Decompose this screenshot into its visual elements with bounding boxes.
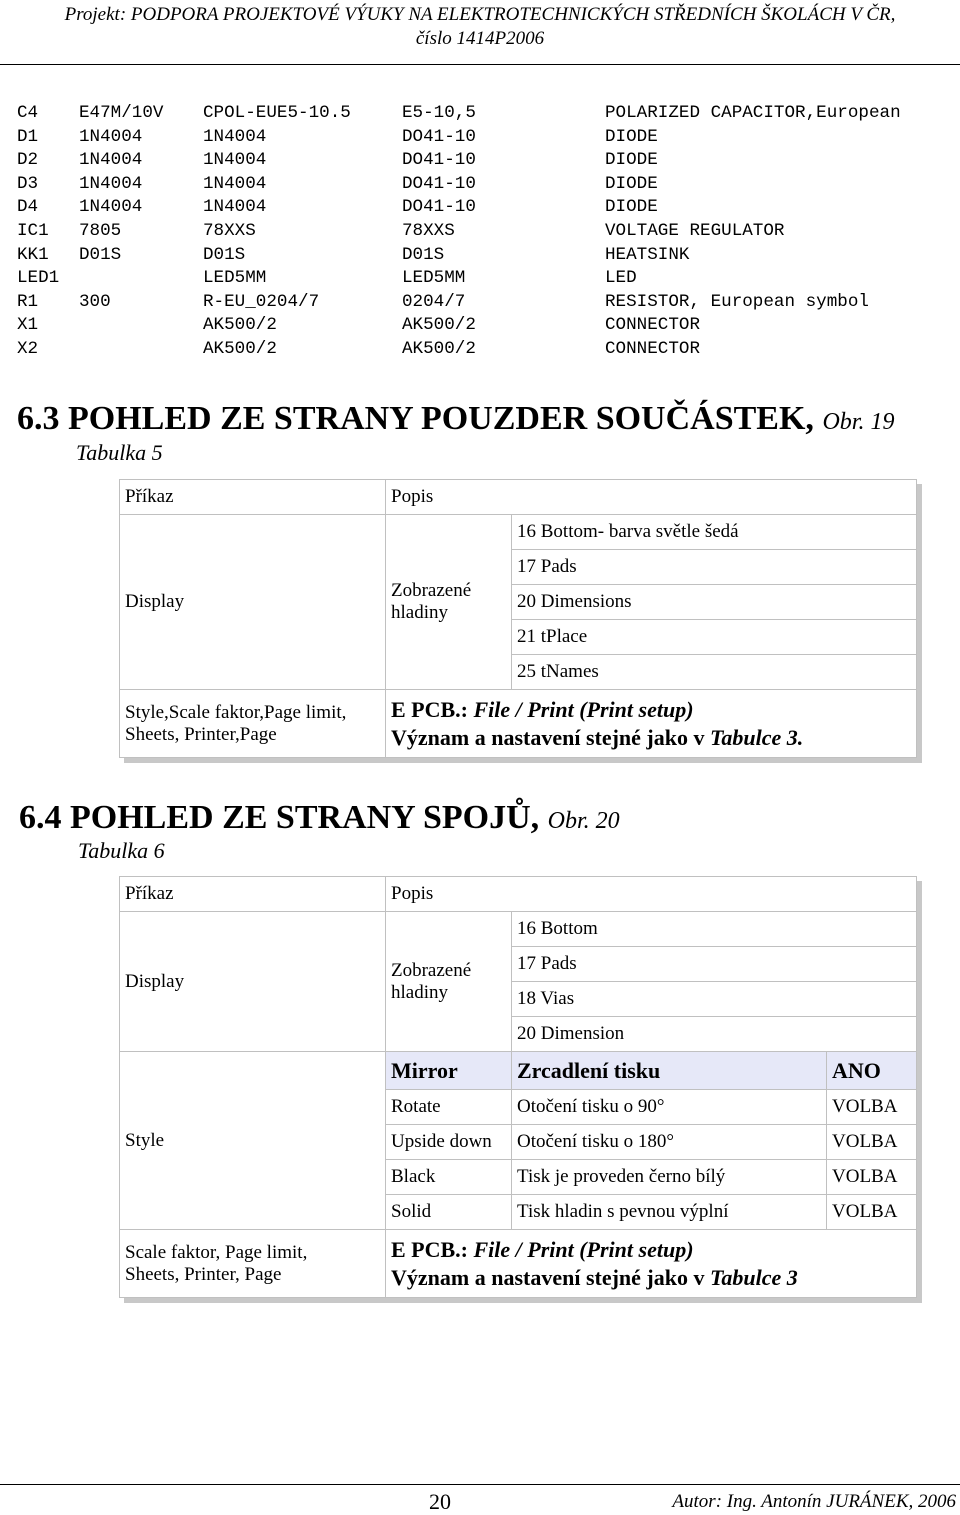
heading-text: 6.4 POHLED ZE STRANY SPOJŮ, bbox=[19, 799, 540, 836]
option-name: Black bbox=[386, 1160, 512, 1195]
parts-cell: D01S bbox=[203, 244, 246, 265]
parts-cell: 1N4004 bbox=[79, 150, 143, 171]
parts-cell: DIODE bbox=[605, 126, 658, 147]
parts-cell: AK500/2 bbox=[203, 315, 277, 336]
layer-item: 18 Vias bbox=[512, 982, 917, 1017]
parts-cell: AK500/2 bbox=[203, 338, 277, 359]
layer-item: 16 Bottom bbox=[512, 912, 917, 947]
parts-cell: DIODE bbox=[605, 197, 658, 218]
parts-cell: DO41-10 bbox=[402, 173, 476, 194]
option-name: Mirror bbox=[386, 1052, 512, 1090]
option-value: VOLBA bbox=[827, 1090, 917, 1125]
print-setup-note: E PCB.: File / Print (Print setup) Význam a nastavení stejné jako v Tabulce 3 bbox=[386, 1230, 917, 1298]
parts-cell: 0204/7 bbox=[402, 291, 466, 312]
parts-cell: 1N4004 bbox=[203, 150, 267, 171]
option-name: Solid bbox=[386, 1195, 512, 1230]
section-heading-6-3 bbox=[17, 399, 894, 442]
cmd-style: Style bbox=[120, 1052, 386, 1230]
figure-ref: Obr. 19 bbox=[822, 409, 895, 435]
table-6 bbox=[119, 876, 917, 1298]
option-value: VOLBA bbox=[827, 1160, 917, 1195]
parts-cell: DO41-10 bbox=[402, 197, 476, 218]
table-5 bbox=[119, 479, 917, 758]
parts-cell: AK500/2 bbox=[402, 338, 476, 359]
page-header bbox=[0, 0, 960, 51]
table-caption-5: Tabulka 5 bbox=[76, 440, 163, 465]
parts-cell: 7805 bbox=[79, 220, 122, 241]
parts-cell: IC1 bbox=[17, 220, 49, 241]
option-desc: Zrcadlení tisku bbox=[512, 1052, 827, 1090]
parts-cell: VOLTAGE REGULATOR bbox=[605, 220, 785, 241]
layer-item: 16 Bottom- barva světle šedá bbox=[512, 515, 917, 550]
parts-cell: CONNECTOR bbox=[605, 315, 701, 336]
parts-cell: 1N4004 bbox=[79, 173, 143, 194]
parts-cell: DO41-10 bbox=[402, 150, 476, 171]
option-name: Rotate bbox=[386, 1090, 512, 1125]
parts-cell: 1N4004 bbox=[203, 197, 267, 218]
parts-cell: KK1 bbox=[17, 244, 49, 265]
footer-divider bbox=[0, 1484, 960, 1485]
parts-cell: 1N4004 bbox=[79, 197, 143, 218]
option-desc: Tisk je proveden černo bílý bbox=[512, 1160, 827, 1195]
parts-cell: LED5MM bbox=[203, 268, 267, 289]
option-desc: Otočení tisku o 90° bbox=[512, 1090, 827, 1125]
col-header-prikaz: Příkaz bbox=[120, 877, 386, 912]
table-caption-6: Tabulka 6 bbox=[78, 838, 165, 863]
header-divider bbox=[0, 64, 960, 65]
layers-label: Zobrazené hladiny bbox=[386, 515, 512, 690]
parts-cell: DO41-10 bbox=[402, 126, 476, 147]
parts-cell: AK500/2 bbox=[402, 315, 476, 336]
parts-cell: CONNECTOR bbox=[605, 338, 701, 359]
figure-ref: Obr. 20 bbox=[547, 808, 620, 834]
parts-cell: 1N4004 bbox=[203, 173, 267, 194]
layer-item: 17 Pads bbox=[512, 947, 917, 982]
layer-item: 25 tNames bbox=[512, 655, 917, 690]
layer-item: 20 Dimensions bbox=[512, 585, 917, 620]
parts-cell: LED5MM bbox=[402, 268, 466, 289]
col-header-popis: Popis bbox=[386, 877, 917, 912]
layer-item: 21 tPlace bbox=[512, 620, 917, 655]
section-heading-6-4 bbox=[19, 798, 620, 841]
parts-cell: D3 bbox=[17, 173, 39, 194]
parts-cell: D01S bbox=[402, 244, 445, 265]
parts-cell: LED1 bbox=[17, 268, 60, 289]
parts-cell: CPOL-EUE5-10.5 bbox=[203, 103, 351, 123]
parts-cell: E47M/10V bbox=[79, 103, 164, 123]
layers-label: Zobrazené hladiny bbox=[386, 912, 512, 1052]
option-desc: Tisk hladin s pevnou výplní bbox=[512, 1195, 827, 1230]
parts-cell: D01S bbox=[79, 244, 122, 265]
cmd-style: Style,Scale faktor,Page limit, Sheets, Printer,Page bbox=[120, 690, 386, 758]
option-desc: Otočení tisku o 180° bbox=[512, 1125, 827, 1160]
layer-item: 17 Pads bbox=[512, 550, 917, 585]
parts-cell: 300 bbox=[79, 291, 111, 312]
option-value: VOLBA bbox=[827, 1195, 917, 1230]
header-line-2: číslo 1414P2006 bbox=[415, 28, 545, 49]
parts-cell: 78XXS bbox=[402, 220, 455, 241]
header-line-1: Projekt: PODPORA PROJEKTOVÉ VÝUKY NA ELEKTROTECHNICKÝCH STŘEDNÍCH ŠKOLÁCH V ČR, bbox=[64, 4, 896, 25]
cmd-display: Display bbox=[120, 515, 386, 690]
cmd-display: Display bbox=[120, 912, 386, 1052]
parts-cell: X2 bbox=[17, 338, 39, 359]
option-value: VOLBA bbox=[827, 1125, 917, 1160]
parts-cell: POLARIZED CAPACITOR,European bbox=[605, 103, 901, 123]
heading-text: 6.3 POHLED ZE STRANY POUZDER SOUČÁSTEK, bbox=[17, 400, 814, 437]
parts-cell: E5-10,5 bbox=[402, 103, 476, 123]
option-name: Upside down bbox=[386, 1125, 512, 1160]
col-header-prikaz: Příkaz bbox=[120, 480, 386, 515]
parts-cell: R-EU_0204/7 bbox=[203, 291, 320, 312]
parts-cell: D2 bbox=[17, 150, 39, 171]
author: Autor: Ing. Antonín JURÁNEK, 2006 bbox=[672, 1491, 956, 1512]
parts-cell: DIODE bbox=[605, 173, 658, 194]
parts-cell: HEATSINK bbox=[605, 244, 690, 265]
col-header-popis: Popis bbox=[386, 480, 917, 515]
option-value: ANO bbox=[827, 1052, 917, 1090]
parts-cell: R1 bbox=[17, 291, 39, 312]
parts-cell: DIODE bbox=[605, 150, 658, 171]
cmd-scale: Scale faktor, Page limit, Sheets, Printer, Page bbox=[120, 1230, 386, 1298]
parts-cell: D1 bbox=[17, 126, 39, 147]
print-setup-note: E PCB.: File / Print (Print setup) Význam a nastavení stejné jako v Tabulce 3. bbox=[386, 690, 917, 758]
parts-cell: RESISTOR, European symbol bbox=[605, 291, 869, 312]
parts-cell: C4 bbox=[17, 103, 39, 123]
parts-cell: D4 bbox=[17, 197, 39, 218]
parts-cell: 78XXS bbox=[203, 220, 256, 241]
parts-cell: 1N4004 bbox=[79, 126, 143, 147]
layer-item: 20 Dimension bbox=[512, 1017, 917, 1052]
page-number: 20 bbox=[429, 1489, 451, 1514]
parts-cell: LED bbox=[605, 268, 637, 289]
parts-cell: X1 bbox=[17, 315, 39, 336]
parts-cell: 1N4004 bbox=[203, 126, 267, 147]
